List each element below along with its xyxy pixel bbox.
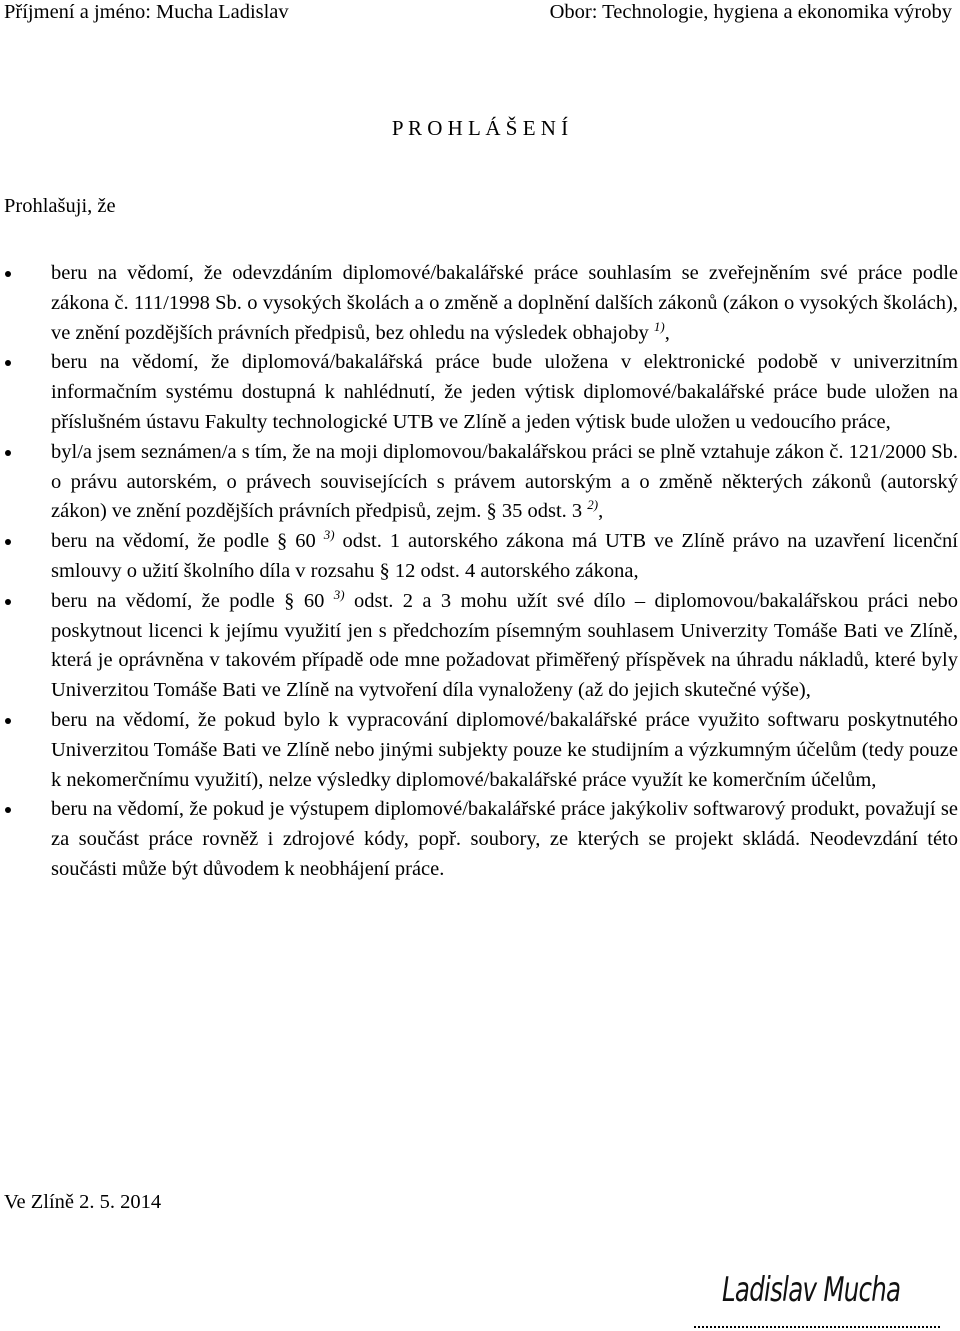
bullet-icon xyxy=(5,360,11,366)
declaration-list xyxy=(0,259,958,885)
list-item-text: beru na vědomí, že diplomová/bakalářská práce bude uložena v elektronické podobě v univerzitním informačním systému dostupná k nahlédnutí, že jeden výtisk diplomové/bakalářské práce bude uložen na příslušném ústavu Fakulty technologické UTB ve Zlíně a jeden výtisk bude uložen u vedoucího práce, xyxy=(51,351,958,433)
list-item-text: beru na vědomí, že podle § 60 $^{3)}$ odst. 1 autorského zákona má UTB ve Zlíně právo na uzavření licenční smlouvy o užití školního díla v rozsahu § 12 odst. 4 autorského zákona, xyxy=(51,527,958,582)
handwritten-signature: Ladislav Mucha xyxy=(722,1270,901,1310)
footnote-ref: 3) xyxy=(333,586,345,602)
place-and-date: Ve Zlíně 2. 5. 2014 xyxy=(4,1191,162,1213)
list-item-text: byl/a jsem seznámen/a s tím, že na moji diplomovou/bakalářskou práci se plně vztahuje zákon č. 121/2000 Sb. o právu autorském, o právech souvisejících s právem autorským a o změně některých zákonů (autorský zákon) ve znění pozdějších právních předpisů, zejm. § 35 odst. 3 $^{2)}$, xyxy=(51,440,958,523)
list-item-text: beru na vědomí, že odevzdáním diplomové/bakalářské práce souhlasím se zveřejněním své práce podle zákona č. 111/1998 Sb. o vysokých školách a o změně a doplnění dalších zákonů (zákon o vysokých školách), ve znění pozdějších právních předpisů, bez ohledu na výsledek obhajoby $^{1)}$, xyxy=(51,262,958,344)
list-item xyxy=(0,348,958,437)
intro-text: Prohlašuji, že xyxy=(4,195,116,217)
signature-line xyxy=(694,1326,940,1328)
list-item xyxy=(0,587,958,706)
bullet-icon xyxy=(5,271,11,277)
bullet-icon xyxy=(5,807,11,813)
list-item xyxy=(0,795,958,884)
list-item xyxy=(0,527,958,587)
bullet-icon xyxy=(5,539,11,545)
bullet-icon xyxy=(5,450,11,456)
list-item xyxy=(0,438,958,527)
list-item-text: beru na vědomí, že pokud je výstupem diplomové/bakalářské práce jakýkoliv softwarový produkt, považují se za součást práce rovněž i zdrojové kódy, popř. soubory, ze kterých se projekt skládá. Neodevzdání této součásti může být důvodem k neobhájení práce. xyxy=(51,798,958,880)
page-title: P R O H L Á Š E N Í xyxy=(391,116,569,140)
list-item xyxy=(0,706,958,795)
page-header xyxy=(4,0,952,24)
list-item xyxy=(0,259,958,348)
signature xyxy=(712,1270,932,1328)
list-item-text: beru na vědomí, že pokud bylo k vypracování diplomové/bakalářské práce využito softwaru poskytnutého Univerzitou Tomáše Bati ve Zlíně nebo jinými subjekty pouze ke studijním a výzkumným účelům (tedy pouze k nekomerčnímu využití), nelze výsledky diplomové/bakalářské práce využít ke komerčním účelům, xyxy=(51,708,958,791)
footnote-ref: 1) xyxy=(653,318,665,334)
list-item-text: beru na vědomí, že podle § 60 $^{3)}$ odst. 2 a 3 mohu užít své dílo – diplomovou/bakalářskou práci nebo poskytnout licenci k jejímu využití jen s předchozím písemným souhlasem Univerzity Tomáše Bati ve Zlíně, která je oprávněna v takovém případě ode mne požadovat přiměřený příspěvek na úhradu nákladů, které byly Univerzitou Tomáše Bati ve Zlíně na vytvoření díla vynaloženy (až do jejich skutečné výše), xyxy=(51,586,959,702)
footnote-ref: 2) xyxy=(587,497,599,513)
bullet-icon xyxy=(5,599,11,605)
bullet-icon xyxy=(5,718,11,724)
footnote-ref: 3) xyxy=(323,527,335,543)
study-field: Obor: Technologie, hygiena a ekonomika výroby xyxy=(549,1,952,23)
student-name: Příjmení a jméno: Mucha Ladislav xyxy=(4,1,289,23)
